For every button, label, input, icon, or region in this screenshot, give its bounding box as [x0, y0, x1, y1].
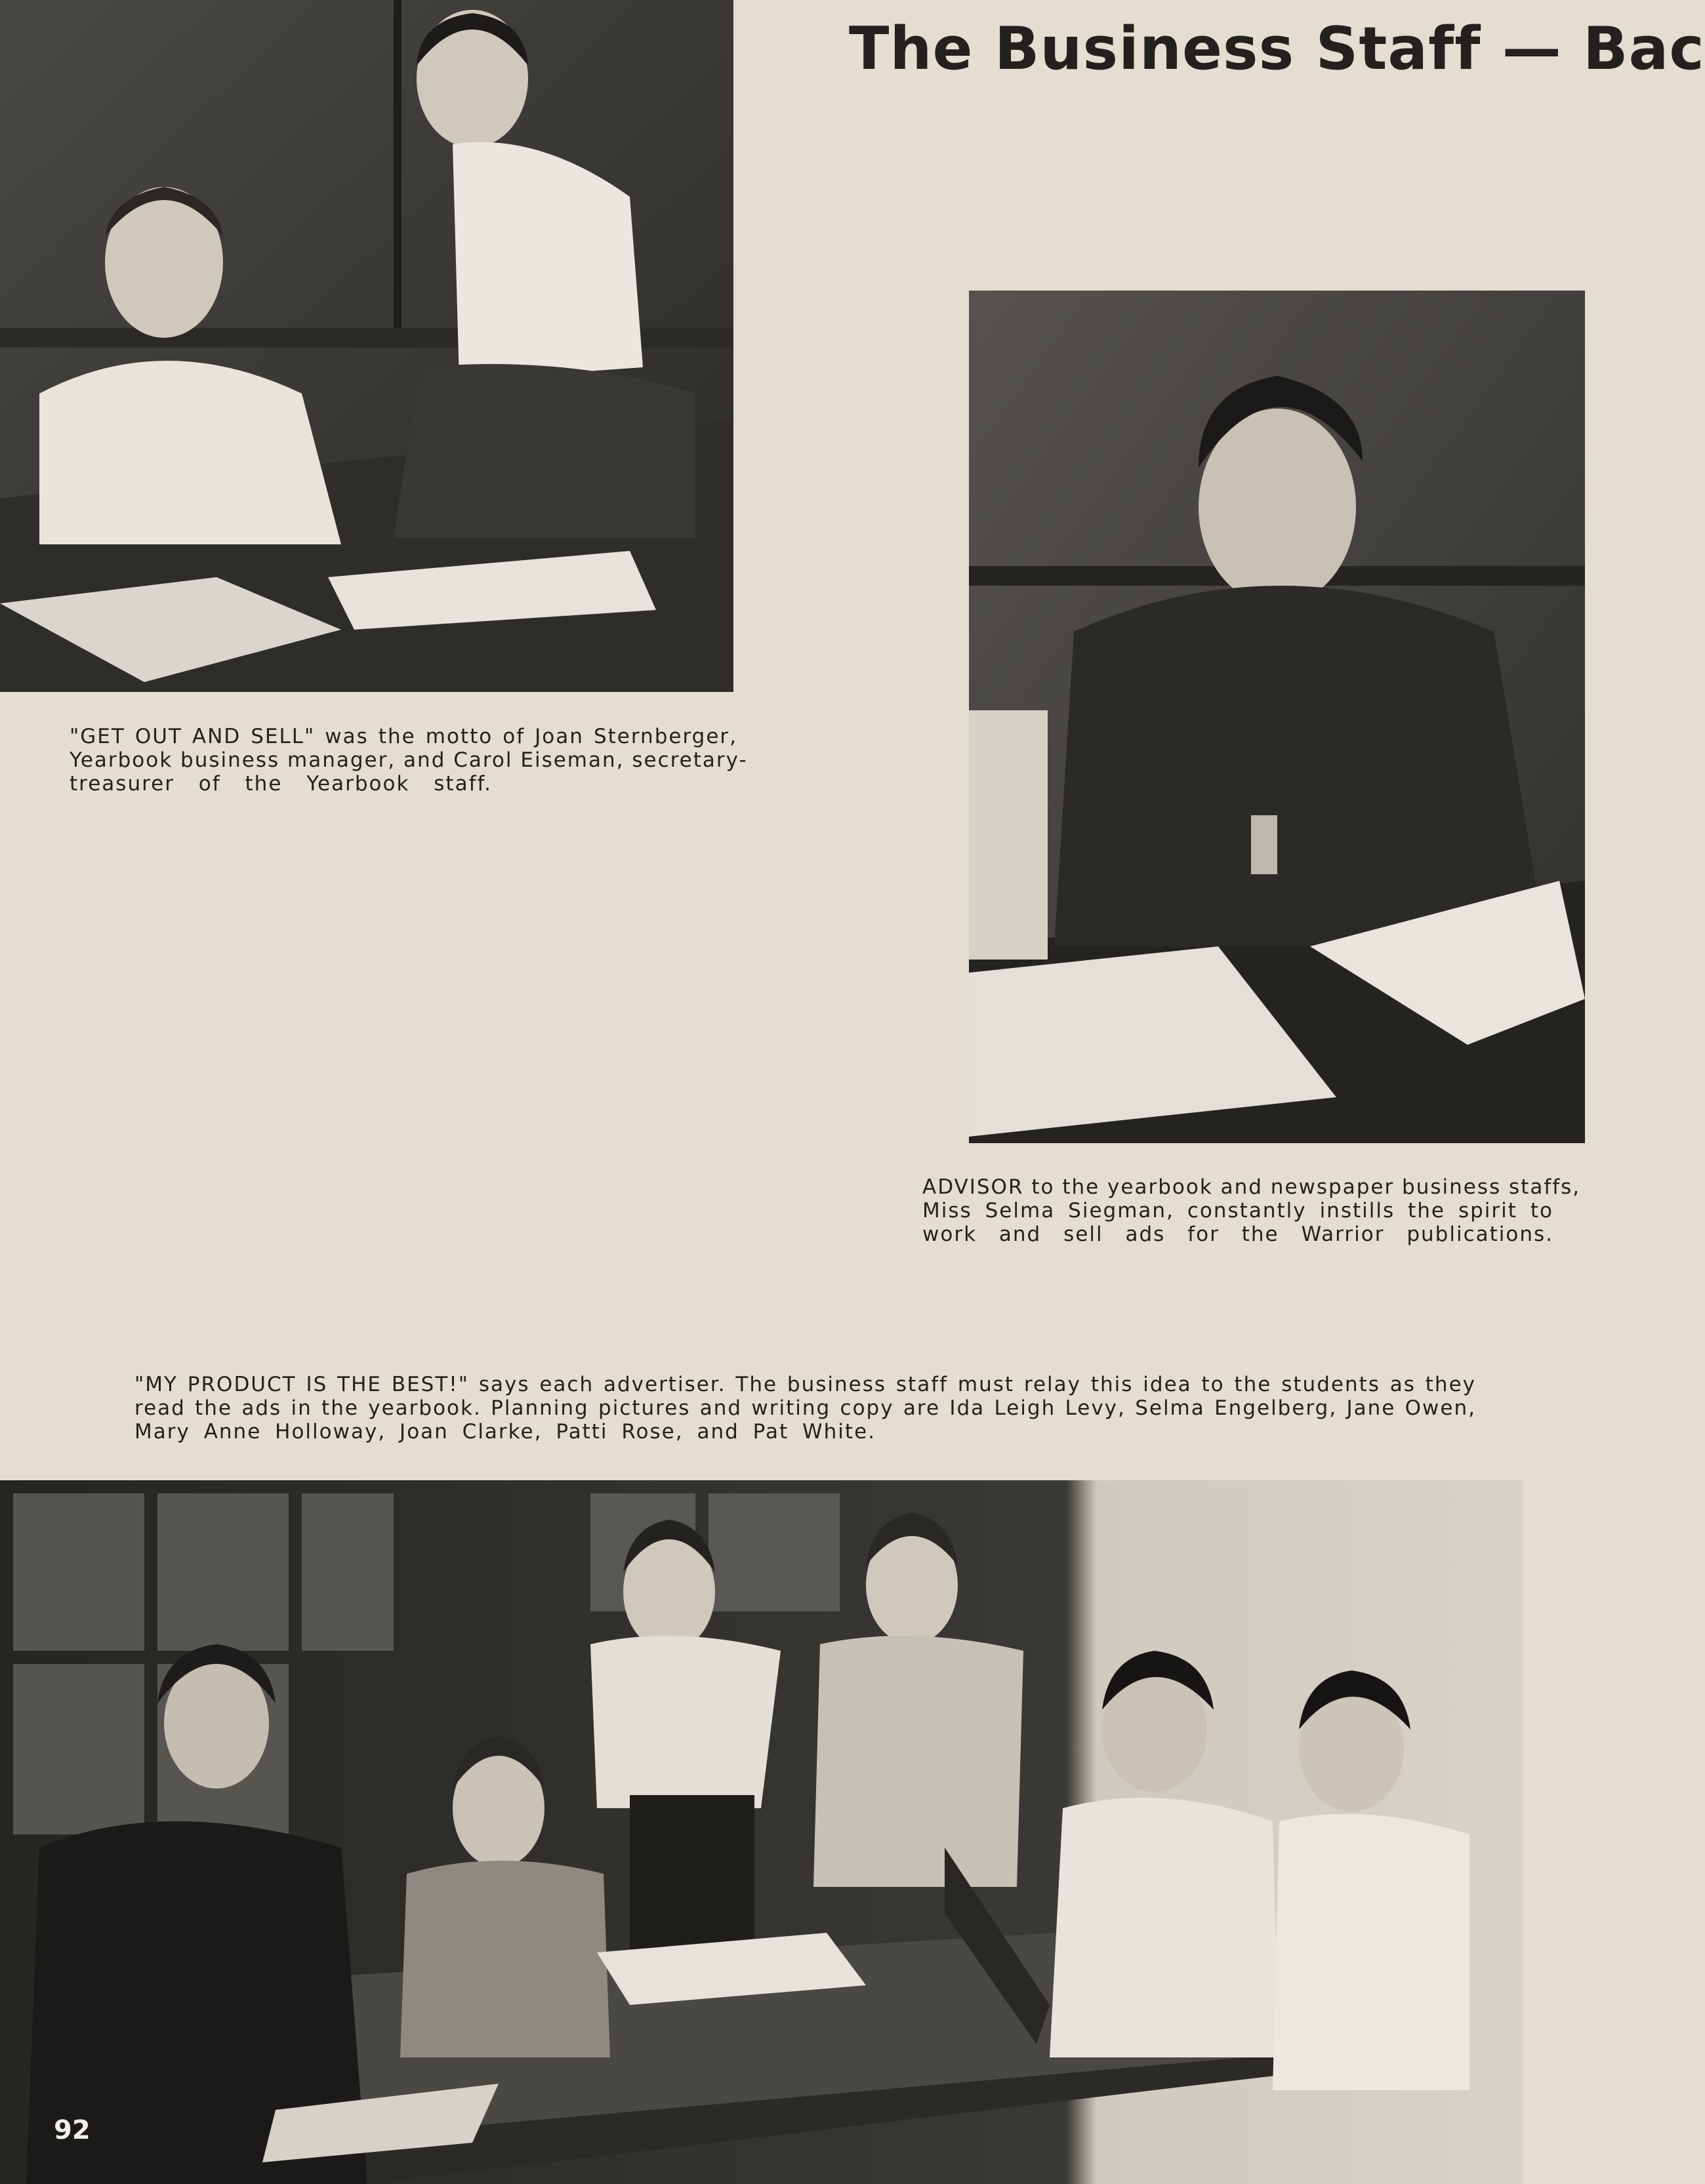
caption-line: Mary Anne Holloway, Joan Clarke, Patti Rose, and Pat White.	[134, 1420, 876, 1444]
caption-line: work and sell ads for the Warrior publications.	[922, 1223, 1553, 1246]
photo-advisor-image	[969, 291, 1585, 1143]
caption-line: Miss Selma Siegman, constantly instills the spirit to	[922, 1199, 1553, 1223]
caption-line: "GET OUT AND SELL" was the motto of Joan Sternberger,	[70, 725, 737, 748]
photo-advisor	[969, 291, 1585, 1143]
caption-line: ADVISOR to the yearbook and newspaper business staffs,	[922, 1175, 1581, 1199]
photo-group	[0, 1480, 1523, 2184]
caption-top-left	[70, 725, 748, 796]
caption-line: read the ads in the yearbook. Planning pictures and writing copy are Ida Leigh Levy, Selma Engelberg, Jane Owen,	[134, 1396, 1476, 1420]
photo-two-students-image	[0, 0, 733, 692]
caption-line: "MY PRODUCT IS THE BEST!" says each advertiser. The business staff must relay this idea to the students as they	[134, 1373, 1476, 1396]
caption-right	[922, 1175, 1581, 1246]
photo-group-image	[0, 1480, 1523, 2184]
page-title: The Business Staff — Bac	[849, 14, 1705, 83]
caption-line: treasurer of the Yearbook staff.	[70, 772, 492, 796]
caption-bottom	[134, 1373, 1476, 1444]
caption-line: Yearbook business manager, and Carol Eiseman, secretary-	[70, 748, 748, 772]
photo-two-students	[0, 0, 733, 692]
page-number: 92	[54, 2115, 91, 2145]
